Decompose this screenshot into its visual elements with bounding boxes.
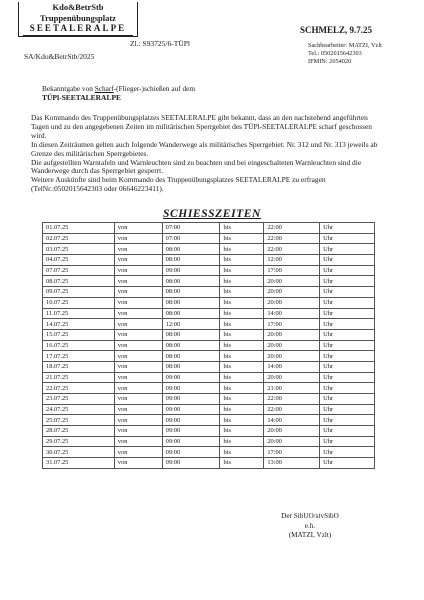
- start-time-cell: 09:00: [162, 458, 220, 469]
- table-row: [43, 351, 375, 362]
- von-cell: von: [114, 415, 162, 426]
- date-cell: 30.07.25: [43, 447, 115, 458]
- date-cell: 21.07.25: [43, 372, 115, 383]
- unit-cell: Uhr: [320, 244, 375, 255]
- date-cell: 31.07.25: [43, 458, 115, 469]
- bis-cell: bis: [220, 276, 264, 287]
- subject-underlined: Scharf: [94, 84, 114, 93]
- von-cell: von: [114, 308, 162, 319]
- end-time-cell: 17:00: [264, 447, 320, 458]
- start-time-cell: 09:00: [162, 372, 220, 383]
- start-time-cell: 08:00: [162, 351, 220, 362]
- unit-cell: Uhr: [320, 255, 375, 266]
- unit-cell: Uhr: [320, 436, 375, 447]
- schedule-title: SCHIESSZEITEN: [163, 208, 261, 220]
- table-row: [43, 287, 375, 298]
- date-cell: 25.07.25: [43, 415, 115, 426]
- von-cell: von: [114, 265, 162, 276]
- table-row: [43, 447, 375, 458]
- unit-cell: Uhr: [320, 415, 375, 426]
- unit-cell: Uhr: [320, 447, 375, 458]
- start-time-cell: 07:00: [162, 233, 220, 244]
- von-cell: von: [114, 340, 162, 351]
- signature-name: (MATZI, Vzlt): [288, 531, 332, 539]
- body-paragraph: Weitere Auskünfte sind beim Kommando des Truppenübungsplatzes SEETALERALPE zu erfragen (TelNr.:0502015642303 oder 06646223411).: [31, 175, 326, 194]
- body-paragraph: In diesen Zeiträumen gelten auch folgende Wanderwege als militärisches Sperrgebiet: Nr. 312 und Nr. 313 jeweils ab Grenze des militärischen Sperrgebietes.: [31, 139, 378, 158]
- issuer-box: [18, 2, 138, 37]
- date-cell: 11.07.25: [43, 308, 115, 319]
- schedule-table: [42, 222, 375, 469]
- start-time-cell: 09:00: [162, 383, 220, 394]
- unit-cell: Uhr: [320, 319, 375, 330]
- table-row: [43, 426, 375, 437]
- unit-cell: Uhr: [320, 340, 375, 351]
- von-cell: von: [114, 372, 162, 383]
- von-cell: von: [114, 244, 162, 255]
- start-time-cell: 08:00: [162, 287, 220, 298]
- end-time-cell: 14:00: [264, 308, 320, 319]
- announcement-body: [31, 114, 383, 194]
- start-time-cell: 09:00: [162, 404, 220, 415]
- schedule-body: [43, 223, 375, 469]
- end-time-cell: 22:00: [264, 223, 320, 234]
- date-cell: 14.07.25: [43, 319, 115, 330]
- von-cell: von: [114, 351, 162, 362]
- date-cell: 08.07.25: [43, 276, 115, 287]
- unit-cell: Uhr: [320, 276, 375, 287]
- table-row: [43, 319, 375, 330]
- signature-eh: e.h.: [304, 521, 316, 530]
- bis-cell: bis: [220, 287, 264, 298]
- bis-cell: bis: [220, 244, 264, 255]
- unit-cell: Uhr: [320, 426, 375, 437]
- start-time-cell: 08:00: [162, 329, 220, 340]
- bis-cell: bis: [220, 329, 264, 340]
- von-cell: von: [114, 458, 162, 469]
- issuer-line-2: Truppenübungsplatz: [40, 12, 116, 23]
- end-time-cell: 12:00: [264, 255, 320, 266]
- table-row: [43, 340, 375, 351]
- von-cell: von: [114, 319, 162, 330]
- von-cell: von: [114, 426, 162, 437]
- signature-role: Der SibUO/stvSibO: [281, 512, 339, 520]
- end-time-cell: 14:00: [264, 361, 320, 372]
- subject-line: [42, 84, 195, 93]
- bis-cell: bis: [220, 255, 264, 266]
- unit-cell: Uhr: [320, 361, 375, 372]
- bis-cell: bis: [220, 351, 264, 362]
- date-cell: 07.07.25: [43, 265, 115, 276]
- start-time-cell: 09:00: [162, 436, 220, 447]
- unit-cell: Uhr: [320, 383, 375, 394]
- unit-cell: Uhr: [320, 351, 375, 362]
- table-row: [43, 233, 375, 244]
- table-row: [43, 383, 375, 394]
- bis-cell: bis: [220, 233, 264, 244]
- von-cell: von: [114, 223, 162, 234]
- date-cell: 17.07.25: [43, 351, 115, 362]
- date-cell: 24.07.25: [43, 404, 115, 415]
- signature-block: [250, 512, 370, 541]
- date-cell: 28.07.25: [43, 426, 115, 437]
- end-time-cell: 20:00: [264, 426, 320, 437]
- bis-cell: bis: [220, 458, 264, 469]
- bis-cell: bis: [220, 404, 264, 415]
- start-time-cell: 09:00: [162, 394, 220, 405]
- start-time-cell: 08:00: [162, 361, 220, 372]
- date-cell: 09.07.25: [43, 287, 115, 298]
- von-cell: von: [114, 255, 162, 266]
- start-time-cell: 08:00: [162, 244, 220, 255]
- start-time-cell: 08:00: [162, 340, 220, 351]
- unit-cell: Uhr: [320, 297, 375, 308]
- date-cell: 23.07.25: [43, 394, 115, 405]
- end-time-cell: 22:00: [264, 233, 320, 244]
- bis-cell: bis: [220, 361, 264, 372]
- table-row: [43, 436, 375, 447]
- unit-cell: Uhr: [320, 372, 375, 383]
- unit-cell: Uhr: [320, 287, 375, 298]
- bis-cell: bis: [220, 297, 264, 308]
- table-row: [43, 276, 375, 287]
- end-time-cell: 14:00: [264, 415, 320, 426]
- end-time-cell: 20:00: [264, 329, 320, 340]
- date-cell: 29.07.25: [43, 436, 115, 447]
- von-cell: von: [114, 361, 162, 372]
- bis-cell: bis: [220, 340, 264, 351]
- subject-location: TÜPl-SEETALERALPE: [42, 93, 122, 102]
- date-cell: 04.07.25: [43, 255, 115, 266]
- date-cell: 10.07.25: [43, 297, 115, 308]
- end-time-cell: 20:00: [264, 287, 320, 298]
- von-cell: von: [114, 287, 162, 298]
- end-time-cell: 22:00: [264, 394, 320, 405]
- place-date: SCHMELZ, 9.7.25: [300, 25, 373, 35]
- end-time-cell: 17:00: [264, 265, 320, 276]
- clerk-line: Sachbearbeiter: MATZI, Vzlt: [308, 42, 382, 49]
- subject-post: -(Flieger-)schießen auf dem: [113, 84, 196, 93]
- bis-cell: bis: [220, 372, 264, 383]
- bis-cell: bis: [220, 265, 264, 276]
- end-time-cell: 20:00: [264, 351, 320, 362]
- von-cell: von: [114, 276, 162, 287]
- start-time-cell: 09:00: [162, 447, 220, 458]
- bis-cell: bis: [220, 436, 264, 447]
- end-time-cell: 20:00: [264, 372, 320, 383]
- bis-cell: bis: [220, 447, 264, 458]
- start-time-cell: 09:00: [162, 426, 220, 437]
- table-row: [43, 308, 375, 319]
- table-row: [43, 372, 375, 383]
- issuer-line-1: Kdo&BetrStb: [52, 2, 104, 12]
- von-cell: von: [114, 394, 162, 405]
- end-time-cell: 22:00: [264, 404, 320, 415]
- body-paragraph: Das Kommando des Truppenübungsplatzes SEETALERALPE gibt bekannt, dass an den nachstehend angeführten Tagen und zu den angegebenen Zeiten im militärischen Sperrgebiet des TÜPl-SEETALERALPE scharf geschossen wird.: [31, 113, 372, 140]
- date-cell: 15.07.25: [43, 329, 115, 340]
- date-cell: 18.07.25: [43, 361, 115, 372]
- end-time-cell: 22:00: [264, 244, 320, 255]
- von-cell: von: [114, 329, 162, 340]
- von-cell: von: [114, 404, 162, 415]
- end-time-cell: 20:00: [264, 340, 320, 351]
- table-row: [43, 255, 375, 266]
- unit-cell: Uhr: [320, 265, 375, 276]
- start-time-cell: 08:00: [162, 255, 220, 266]
- start-time-cell: 09:00: [162, 265, 220, 276]
- unit-cell: Uhr: [320, 233, 375, 244]
- file-reference: Zl.: S93725/6-TÜPl: [130, 39, 191, 48]
- issuer-divider: [23, 35, 133, 36]
- bis-cell: bis: [220, 394, 264, 405]
- bis-cell: bis: [220, 223, 264, 234]
- unit-cell: Uhr: [320, 308, 375, 319]
- end-time-cell: 13:00: [264, 458, 320, 469]
- von-cell: von: [114, 447, 162, 458]
- table-row: [43, 329, 375, 340]
- bis-cell: bis: [220, 415, 264, 426]
- date-cell: 22.07.25: [43, 383, 115, 394]
- table-row: [43, 415, 375, 426]
- start-time-cell: 07:00: [162, 223, 220, 234]
- date-cell: 01.07.25: [43, 223, 115, 234]
- date-cell: 02.07.25: [43, 233, 115, 244]
- unit-cell: Uhr: [320, 394, 375, 405]
- bis-cell: bis: [220, 319, 264, 330]
- subject-pre: Bekanntgabe von: [42, 84, 95, 93]
- start-time-cell: 08:00: [162, 276, 220, 287]
- table-row: [43, 223, 375, 234]
- table-row: [43, 297, 375, 308]
- date-cell: 03.07.25: [43, 244, 115, 255]
- von-cell: von: [114, 383, 162, 394]
- unit-cell: Uhr: [320, 404, 375, 415]
- start-time-cell: 08:00: [162, 297, 220, 308]
- end-time-cell: 21:00: [264, 383, 320, 394]
- von-cell: von: [114, 233, 162, 244]
- table-row: [43, 458, 375, 469]
- unit-cell: Uhr: [320, 329, 375, 340]
- bis-cell: bis: [220, 426, 264, 437]
- date-cell: 16.07.25: [43, 340, 115, 351]
- start-time-cell: 08:00: [162, 308, 220, 319]
- sender-reference: SA/Kdo&BetrStb/2025: [24, 52, 95, 61]
- table-row: [43, 404, 375, 415]
- table-row: [43, 361, 375, 372]
- unit-cell: Uhr: [320, 458, 375, 469]
- body-paragraph: Die aufgestellten Warntafeln und Warnleuchten sind zu beachten und bei eingeschalteten Warnleuchten sind die Wanderwege durch das Sperrgebiet gesperrt.: [31, 157, 362, 176]
- issuer-line-3: SEETALERALPE: [29, 23, 127, 33]
- unit-cell: Uhr: [320, 223, 375, 234]
- end-time-cell: 20:00: [264, 297, 320, 308]
- end-time-cell: 17:00: [264, 319, 320, 330]
- table-row: [43, 394, 375, 405]
- von-cell: von: [114, 297, 162, 308]
- table-row: [43, 265, 375, 276]
- end-time-cell: 20:00: [264, 276, 320, 287]
- phone-line: Tel.: 0502015642303: [308, 50, 362, 57]
- start-time-cell: 12:00: [162, 319, 220, 330]
- end-time-cell: 20:00: [264, 436, 320, 447]
- start-time-cell: 09:00: [162, 415, 220, 426]
- bis-cell: bis: [220, 308, 264, 319]
- von-cell: von: [114, 436, 162, 447]
- bis-cell: bis: [220, 383, 264, 394]
- ifmin-line: IFMIN: 2054020: [308, 58, 352, 65]
- table-row: [43, 244, 375, 255]
